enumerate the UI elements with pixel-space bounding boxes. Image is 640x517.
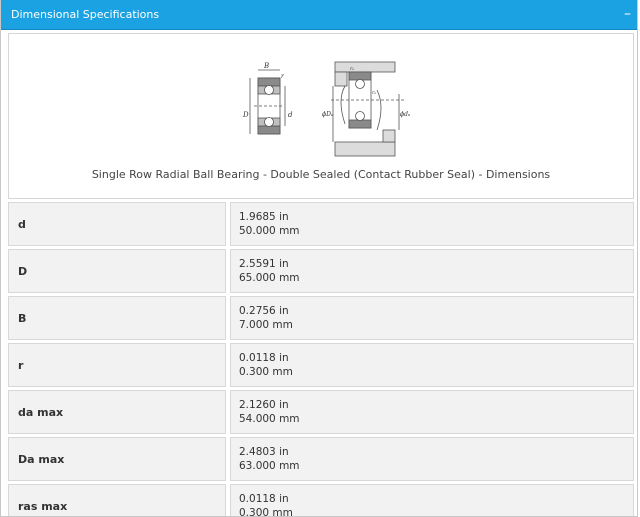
dim-label-r: r	[281, 73, 284, 80]
bearing-diagram	[8, 33, 634, 199]
spec-value-in: 2.5591 in	[239, 258, 289, 270]
spec-value	[230, 484, 634, 517]
bearing-cross-section	[250, 70, 285, 134]
spec-value-in: 0.0118 in	[239, 352, 289, 364]
spec-value-in: 0.0118 in	[239, 493, 289, 505]
spec-row	[8, 202, 634, 246]
spec-label: r	[8, 343, 226, 387]
spec-label: B	[8, 296, 226, 340]
spec-value-mm: 54.000 mm	[239, 413, 300, 425]
spec-value-mm: 63.000 mm	[239, 460, 300, 472]
spec-value-mm: 0.300 mm	[239, 507, 293, 517]
spec-value-in: 2.4803 in	[239, 446, 289, 458]
panel-title: Dimensional Specifications	[11, 8, 160, 21]
spec-value	[230, 296, 634, 340]
spec-label: da max	[8, 390, 226, 434]
dim-label-ra-top: rₐ	[350, 66, 355, 72]
spec-row	[8, 296, 634, 340]
spec-label: D	[8, 249, 226, 293]
dim-label-B: B	[264, 62, 270, 70]
spec-value-in: 2.1260 in	[239, 399, 289, 411]
spec-value-in: 1.9685 in	[239, 211, 289, 223]
dim-label-D: D	[243, 111, 249, 119]
dim-label-d: d	[288, 111, 293, 119]
spec-value-mm: 65.000 mm	[239, 272, 300, 284]
spec-value-mm: 7.000 mm	[239, 319, 293, 331]
spec-value	[230, 343, 634, 387]
dim-label-da: ϕdₐ	[400, 111, 411, 118]
spec-value-mm: 50.000 mm	[239, 225, 300, 237]
spec-row	[8, 437, 634, 481]
spec-table	[8, 202, 634, 517]
bearing-drawing	[9, 34, 633, 164]
spec-row	[8, 249, 634, 293]
spec-label: d	[8, 202, 226, 246]
spec-value-in: 0.2756 in	[239, 305, 289, 317]
spec-row	[8, 343, 634, 387]
dim-label-ra-side: rₐ	[372, 90, 377, 96]
diagram-caption: Single Row Radial Ball Bearing - Double Sealed (Contact Rubber Seal) - Dimensions	[91, 168, 551, 181]
spec-label: Da max	[8, 437, 226, 481]
dim-label-Da: ϕDₐ	[322, 111, 334, 118]
spec-row	[8, 390, 634, 434]
spec-row	[8, 484, 634, 517]
spec-value-mm: 0.300 mm	[239, 366, 293, 378]
spec-value	[230, 437, 634, 481]
spec-value	[230, 202, 634, 246]
collapse-button[interactable]: –	[624, 6, 631, 22]
spec-value	[230, 249, 634, 293]
spec-label: ras max	[8, 484, 226, 517]
mounting-diagram	[331, 62, 405, 156]
spec-value	[230, 390, 634, 434]
panel-header	[1, 0, 638, 30]
